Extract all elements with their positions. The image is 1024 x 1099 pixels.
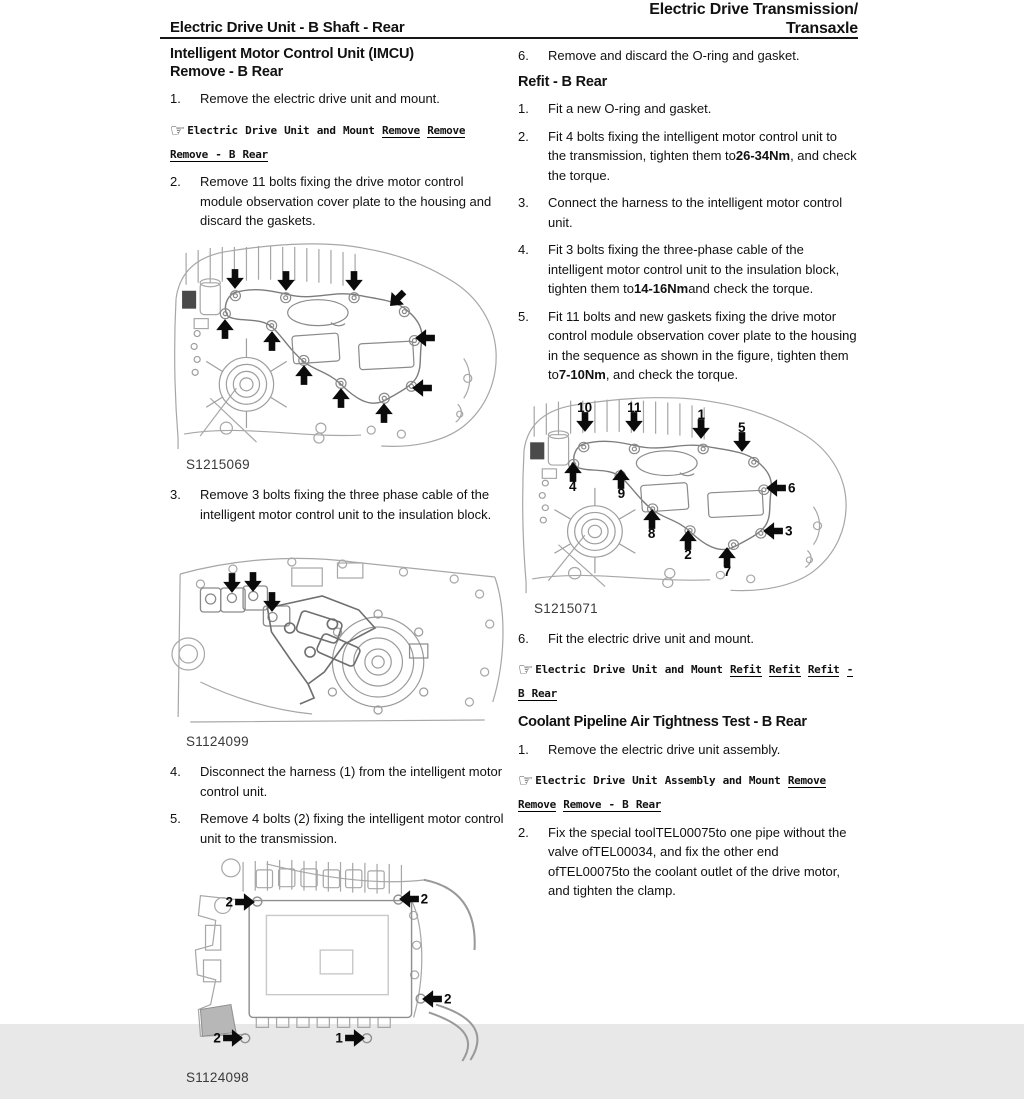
callout-label: 2 (420, 891, 429, 907)
step-item (518, 740, 858, 760)
xref-link-part[interactable]: Refit (807, 663, 840, 677)
callout-label: 11 (627, 399, 642, 415)
page-title-right-line2: Transaxle (785, 19, 858, 37)
step-number: 3. (170, 487, 181, 503)
pointer-hand-icon: ☞ (518, 660, 534, 681)
callout-arrow (610, 468, 632, 501)
xref-link-part[interactable]: Refit (729, 663, 762, 677)
callout-label: 4 (568, 478, 577, 494)
section-title-line1: Intelligent Motor Control Unit (IMCU) (170, 46, 414, 62)
callout-arrow (562, 461, 584, 494)
callout-arrow (421, 988, 452, 1010)
cross-reference-link[interactable] (518, 656, 858, 704)
step-text: Fit the electric drive unit and mount. (548, 630, 754, 646)
callout-arrow (242, 571, 264, 593)
callout-arrow (574, 399, 596, 433)
xref-link-part[interactable]: Remove (381, 123, 420, 137)
xref-link-part[interactable]: Remove (787, 774, 826, 788)
callout-arrow (221, 572, 243, 594)
callout-arrow (261, 591, 283, 613)
step-text: Remove 11 bolts fixing the drive motor control module observation cover plate to the housing and discard the gaskets. (200, 174, 492, 229)
step-text-post: and check the torque. (688, 281, 814, 297)
step-text: Connect the harness to the intelligent motor control unit. (548, 195, 843, 230)
step-item (518, 307, 858, 385)
xref-link-part[interactable]: Remove - B Rear (563, 798, 662, 812)
callout-arrow (224, 268, 246, 290)
step-number: 1. (518, 101, 529, 117)
torque-value: 7-10Nm (558, 367, 606, 383)
step-text-pre: Fit 11 bolts and new gaskets fixing the drive motor control module observation cover plate to the housing in the sequence as shown in the figure, tighten them to (548, 308, 857, 383)
xref-plain-text: Electric Drive Unit Assembly and Mount (535, 774, 781, 788)
callout-arrow (213, 1027, 244, 1049)
callout-arrow (386, 288, 408, 310)
cable-bracket-drawing (170, 532, 508, 728)
callout-label: 8 (647, 525, 656, 541)
step-item (518, 240, 858, 299)
step-text: Remove 3 bolts fixing the three phase cable of the intelligent motor control unit to the insulation block. (200, 487, 492, 522)
step-number: 5. (518, 308, 529, 324)
step-text: Remove the electric drive unit assembly. (548, 741, 781, 757)
figure-s1215069 (170, 239, 508, 451)
pointer-hand-icon: ☞ (518, 771, 534, 792)
callout-label: 2 (684, 547, 692, 563)
step-item (518, 127, 858, 186)
callout-label: 9 (617, 485, 626, 501)
callout-arrow (225, 891, 256, 913)
step-number: 4. (518, 242, 529, 258)
callout-arrow (214, 318, 236, 340)
torque-value: 14-16Nm (634, 281, 689, 297)
callout-label: 5 (737, 419, 746, 435)
callout-label: 2 (225, 894, 234, 910)
callout-arrow (411, 377, 433, 399)
figure-caption: S1215071 (534, 600, 598, 616)
step-number: 1. (518, 741, 529, 757)
figure-s1215071 (518, 393, 858, 595)
step-item (170, 485, 508, 524)
page-title-left: Electric Drive Unit - B Shaft - Rear (170, 19, 405, 36)
callout-label: 1 (697, 406, 706, 422)
callout-arrow (414, 327, 436, 349)
step-text: Remove and discard the O-ring and gasket. (548, 48, 800, 63)
callout-arrow (641, 508, 663, 541)
callout-label: 2 (213, 1029, 221, 1045)
callout-arrow (293, 364, 315, 386)
step-number: 2. (518, 128, 529, 144)
callout-arrow (335, 1027, 366, 1049)
step-text: Fix the special toolTEL00075to one pipe without the valve ofTEL00034, and fix the other end ofTEL00075to the coolant outlet of the drive motor, and tighten the clamp. (548, 824, 847, 899)
step-item (170, 762, 508, 801)
section-title-line2: Remove - B Rear (170, 63, 284, 80)
step-number: 5. (170, 811, 181, 827)
header-divider (160, 37, 858, 39)
xref-link-part[interactable]: Remove (427, 123, 466, 137)
step-text-post: , and check the torque. (605, 367, 739, 383)
callout-label: 6 (788, 480, 796, 496)
step-text-pre: Fit 4 bolts fixing the intelligent motor control unit to the transmission, tighten them to (548, 128, 838, 164)
callout-arrow (330, 387, 352, 409)
step-text (548, 240, 858, 299)
callout-arrow (275, 270, 297, 292)
step-text: Disconnect the harness (1) from the intelligent motor control unit. (200, 764, 503, 799)
callout-label: 3 (785, 523, 793, 539)
step-number: 1. (170, 91, 181, 107)
callout-label: 1 (335, 1029, 343, 1045)
callout-arrow (716, 546, 738, 580)
xref-plain-text: Electric Drive Unit and Mount (187, 123, 375, 137)
left-column (170, 46, 508, 1099)
step-number: 3. (518, 195, 529, 211)
step-number: 2. (518, 824, 529, 840)
step-text (548, 307, 858, 385)
callout-arrow (343, 270, 365, 292)
xref-link-part[interactable]: - B Rear (518, 663, 854, 701)
xref-link-part[interactable]: Remove (518, 798, 556, 812)
callout-arrow (261, 330, 283, 352)
step-item (518, 99, 858, 119)
cross-reference-link[interactable] (170, 117, 508, 165)
step-number: 6. (518, 630, 529, 646)
step-number: 2. (170, 174, 181, 190)
step-text-post: , and check the torque. (548, 148, 857, 183)
figure-caption: S1124099 (186, 734, 249, 750)
step-item (170, 172, 508, 231)
callout-label: 7 (723, 564, 732, 580)
xref-link-part[interactable]: Refit (768, 663, 801, 677)
callout-label: 10 (577, 399, 593, 415)
callout-label: 2 (443, 991, 452, 1007)
page-title-right (518, 1, 858, 39)
callout-arrow (677, 529, 699, 563)
right-column (518, 46, 858, 909)
callout-arrow (398, 888, 429, 910)
step-item (170, 89, 508, 109)
figure-caption: S1124098 (186, 1070, 249, 1086)
figure-s1124099 (170, 532, 508, 728)
callout-arrow (690, 406, 712, 440)
xref-link-part[interactable]: Remove - B Rear (170, 147, 268, 161)
step-text (548, 127, 858, 186)
torque-value: 26-34Nm (735, 148, 791, 164)
step-number: 4. (170, 764, 181, 780)
step-item (518, 629, 858, 649)
step-item (518, 823, 858, 901)
figure-caption: S1215069 (186, 456, 250, 472)
callout-arrow (762, 520, 793, 542)
step-item (518, 46, 858, 66)
step-item (170, 809, 508, 848)
transmission-housing-drawing (170, 239, 508, 451)
step-text: Remove 4 bolts (2) fixing the intelligent motor control unit to the transmission. (200, 811, 504, 846)
step-item (518, 193, 858, 232)
page-title-right-line1: Electric Drive Transmission/ (649, 1, 858, 18)
xref-plain-text: Electric Drive Unit and Mount (535, 663, 723, 677)
section-title-coolant-test: Coolant Pipeline Air Tightness Test - B Rear (518, 714, 807, 731)
section-title-imcu-remove (170, 46, 508, 81)
callout-arrow (765, 477, 796, 499)
cross-reference-link[interactable] (518, 767, 858, 815)
step-number: 6. (518, 48, 529, 63)
step-text: Fit a new O-ring and gasket. (548, 101, 712, 117)
step-text-pre: Fit 3 bolts fixing the three-phase cable of the intelligent motor control unit to the insulation block, tighten them to (548, 242, 840, 297)
section-title-refit: Refit - B Rear (518, 73, 608, 90)
figure-s1124098 (170, 856, 508, 1064)
callout-arrow (373, 402, 395, 424)
step-text: Remove the electric drive unit and mount. (200, 91, 440, 107)
callout-arrow (731, 419, 753, 453)
callout-arrow (623, 399, 645, 433)
pointer-hand-icon: ☞ (170, 120, 186, 141)
